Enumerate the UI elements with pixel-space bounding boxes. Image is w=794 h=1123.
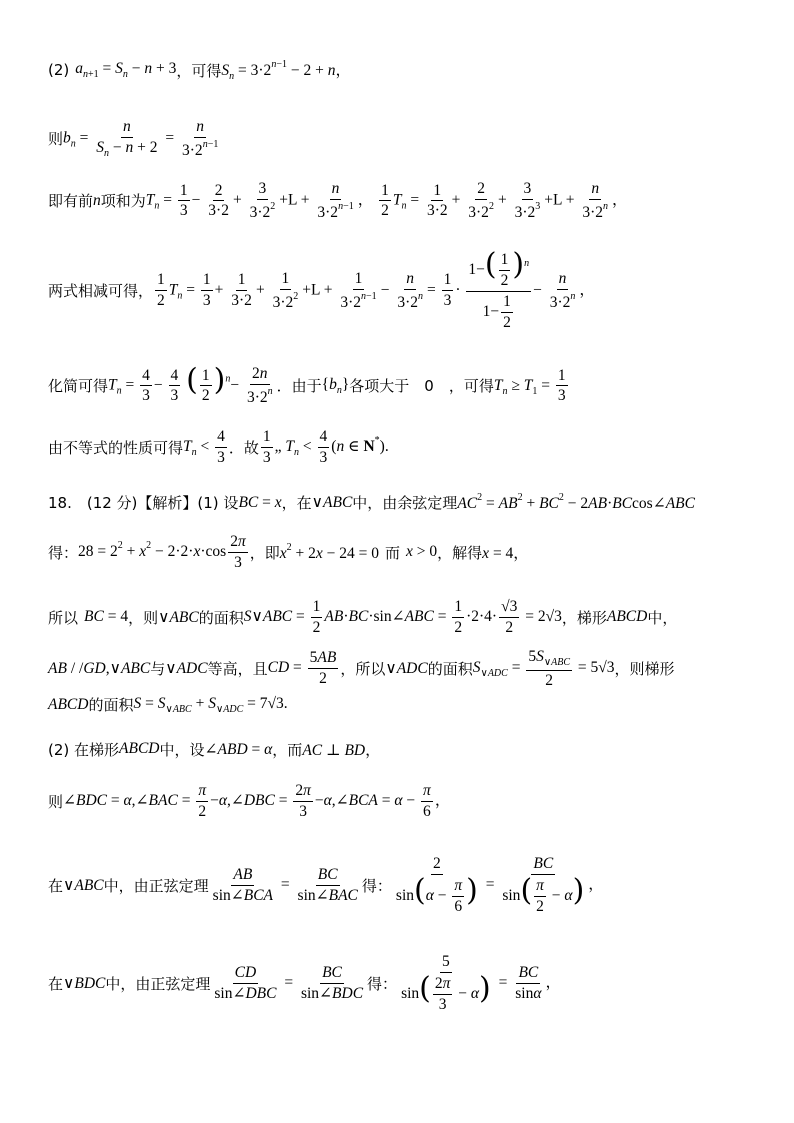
line-5 <box>48 362 754 407</box>
formula: $\{b_n\}$ <box>321 375 350 396</box>
line-13 <box>48 782 754 821</box>
formula: ABCD <box>606 608 648 626</box>
formula: 2 sin(α − $\frac{\pi}{6}$ ) = BC sin( $\frac{\pi}{2}$ − α) ， <box>395 855 604 915</box>
text: 则 <box>48 130 64 149</box>
formula: AC ⊥ BD， <box>302 742 381 759</box>
text: 项和为 <box>100 192 146 211</box>
text: ，解得 <box>437 543 483 562</box>
text: ，则梯形 <box>614 660 675 679</box>
text: 中， <box>647 608 678 627</box>
formula: CD = $\frac{5AB}{2}$ <box>267 649 337 688</box>
formula: BC = x <box>238 493 282 511</box>
text: 所以 <box>48 608 79 627</box>
text: 而 <box>385 543 401 562</box>
text: 等高，且 <box>207 660 268 679</box>
text: 与 <box>150 660 166 679</box>
formula: $b_n$ = $\frac{n}{S_n - n + 2}$ = $\frac{n}{3\cdot 2^{n-1}}$ <box>63 118 219 159</box>
formula: $S_{\vee ADC}$ = $\frac{5S_{\vee ABC}}{2}$ = 5√3 <box>472 648 615 689</box>
formula: ∠ABD = α <box>204 740 273 758</box>
formula: ∠BDC = α,∠BAC = $\frac{\pi}{2}$ −α,∠DBC = $\frac{2\pi}{3}$ −α,∠BCA = α − $\frac{\pi}{6}$ ， <box>63 782 451 820</box>
text: 得： <box>48 543 79 562</box>
text: 在 <box>48 974 64 993</box>
text: 中，由正弦定理 <box>105 974 211 993</box>
text: 中，设 <box>159 740 205 759</box>
text: ，梯形 <box>561 608 607 627</box>
formula: ∨ABC <box>158 608 199 626</box>
text: ，可得 <box>176 61 222 80</box>
formula: $\frac{1}{3}$ „ $T_n$ < $\frac{4}{3}$ (n ∈ N*). <box>262 428 389 466</box>
formula: $\frac{AB}{\text{sin∠BCA}}$ = $\frac{BC}{\text{sin∠BAC}}$ <box>212 865 358 904</box>
formula: ∨ADC <box>385 660 428 678</box>
text: 的面积 <box>427 660 473 679</box>
line-12 <box>48 738 754 760</box>
text: (2) 在梯形 <box>48 740 120 759</box>
formula: ABCD <box>119 740 160 757</box>
formula: $T_n$ = $\frac{4}{3}$ − $\frac{4}{3}$ ( $\frac{1}{2}$ )$^n$− $\frac{2n}{3\cdot 2^n}$ <box>108 362 273 406</box>
formula: $x^2 + 2x - 24 = 0$ <box>279 541 379 562</box>
formula: 5 sin( $\frac{2\pi}{3}$ − α) = $\frac{BC}{\sin\alpha}$ ， <box>401 953 561 1013</box>
formula: ∨BDC <box>63 974 106 992</box>
formula: n <box>93 191 101 209</box>
line-8 <box>48 533 754 572</box>
formula: $AC^2 = AB^2 + BC^2$ − 2AB·BCcos∠ABC <box>457 492 695 512</box>
text: ，在 <box>281 494 312 512</box>
text: ，而 <box>272 740 303 759</box>
formula: $T_n$ < $\frac{4}{3}$ <box>183 428 225 466</box>
formula: ∨ABC <box>63 876 104 894</box>
line-11 <box>48 694 754 715</box>
text: 中，由余弦定理 <box>352 494 458 512</box>
formula: x = 4， <box>482 545 529 563</box>
line-3 <box>48 180 754 222</box>
text: 各项大于 0 ，可得 <box>349 377 494 396</box>
formula: $a_{n+1} = S_n - n + 3$ <box>75 60 177 80</box>
formula: x > 0 <box>406 543 438 561</box>
text: 即有前 <box>48 192 94 211</box>
line-1 <box>48 58 754 82</box>
text: 得： <box>367 974 398 993</box>
line-7 <box>48 492 754 513</box>
formula: $S = S_{\vee ABC} + S_{\vee ADC} = 7√3$. <box>133 694 288 715</box>
formula: S∨ABC = $\frac{1}{2}$ AB·BC·sin∠ABC = $\frac{1}{2}$ ·2·4· $\frac{√3}{2}$ = 2√3 <box>243 598 562 636</box>
formula: ABCD <box>48 695 89 713</box>
text: 的面积 <box>88 696 134 714</box>
line-6 <box>48 428 754 467</box>
formula: AB / /GD,∨ABC <box>48 660 151 678</box>
text: 由不等式的性质可得 <box>48 438 184 457</box>
text: 得： <box>361 876 392 895</box>
formula: $28 = 2^2 + x^2 - 2\cdot 2\cdot x\cdot\cos$ $\frac{2\pi}{3}$ <box>78 533 246 571</box>
line-4 <box>48 247 754 331</box>
line-15 <box>48 953 754 1014</box>
text: 化简可得 <box>48 377 109 396</box>
formula: ∨ADC <box>165 660 208 678</box>
text: 则 <box>48 792 64 811</box>
line-10 <box>48 648 754 689</box>
formula: BC = 4 <box>84 608 129 626</box>
formula: $T_n \ge T_1$ = $\frac{1}{3}$ <box>493 366 566 405</box>
text: (2) <box>48 61 70 79</box>
line-2 <box>48 118 754 160</box>
formula: $\frac{1}{2}$ $T_n$ = $\frac{1}{3}$ + $\frac{1}{3\cdot 2}$ + $\frac{1}{3\cdot 2^2}$ +L + $\frac{1}{3\cdot 2^{n-1}}$ − $\frac{n}{3\cdot 2^n}$ = $\frac{1}{3}$ · 1−( $\frac{1}{2}$ )$^n$ 1− $\frac{1}{2}$ − $\frac{n}{3\cdot 2^n}$ ， <box>157 247 595 331</box>
line-14 <box>48 855 754 916</box>
text: 在 <box>48 876 64 895</box>
text: 的面积 <box>198 608 244 627</box>
text: ．由于 <box>276 377 322 396</box>
formula: $\frac{CD}{\text{sin∠DBC}}$ = $\frac{BC}{\text{sin∠BDC}}$ <box>214 963 364 1002</box>
line-9 <box>48 598 754 637</box>
text: ，即 <box>249 543 280 562</box>
text: 18. (12 分)【解析】(1) 设 <box>48 494 239 512</box>
text: ，则 <box>128 608 159 627</box>
text: ，所以 <box>340 660 386 679</box>
formula: $T_n$ = $\frac{1}{3}$ − $\frac{2}{3\cdot 2}$ + $\frac{3}{3\cdot 2^2}$ +L + $\frac{n}{3\cdot 2^{n-1}}$ ， $\frac{1}{2}$ $T_n$ = $\frac{1}{3\cdot 2}$ + $\frac{2}{3\cdot 2^2}$ + $\frac{3}{3\cdot 2^3}$ +L + $\frac{n}{3\cdot 2^n}$ ， <box>145 180 628 221</box>
text: 中，由正弦定理 <box>103 876 209 895</box>
text: 两式相减可得， <box>48 282 154 301</box>
text: ．故 <box>228 438 259 457</box>
formula: ∨ABC <box>311 494 353 511</box>
formula: $S_n = 3\cdot 2^{n-1} - 2 + n$， <box>221 59 351 82</box>
